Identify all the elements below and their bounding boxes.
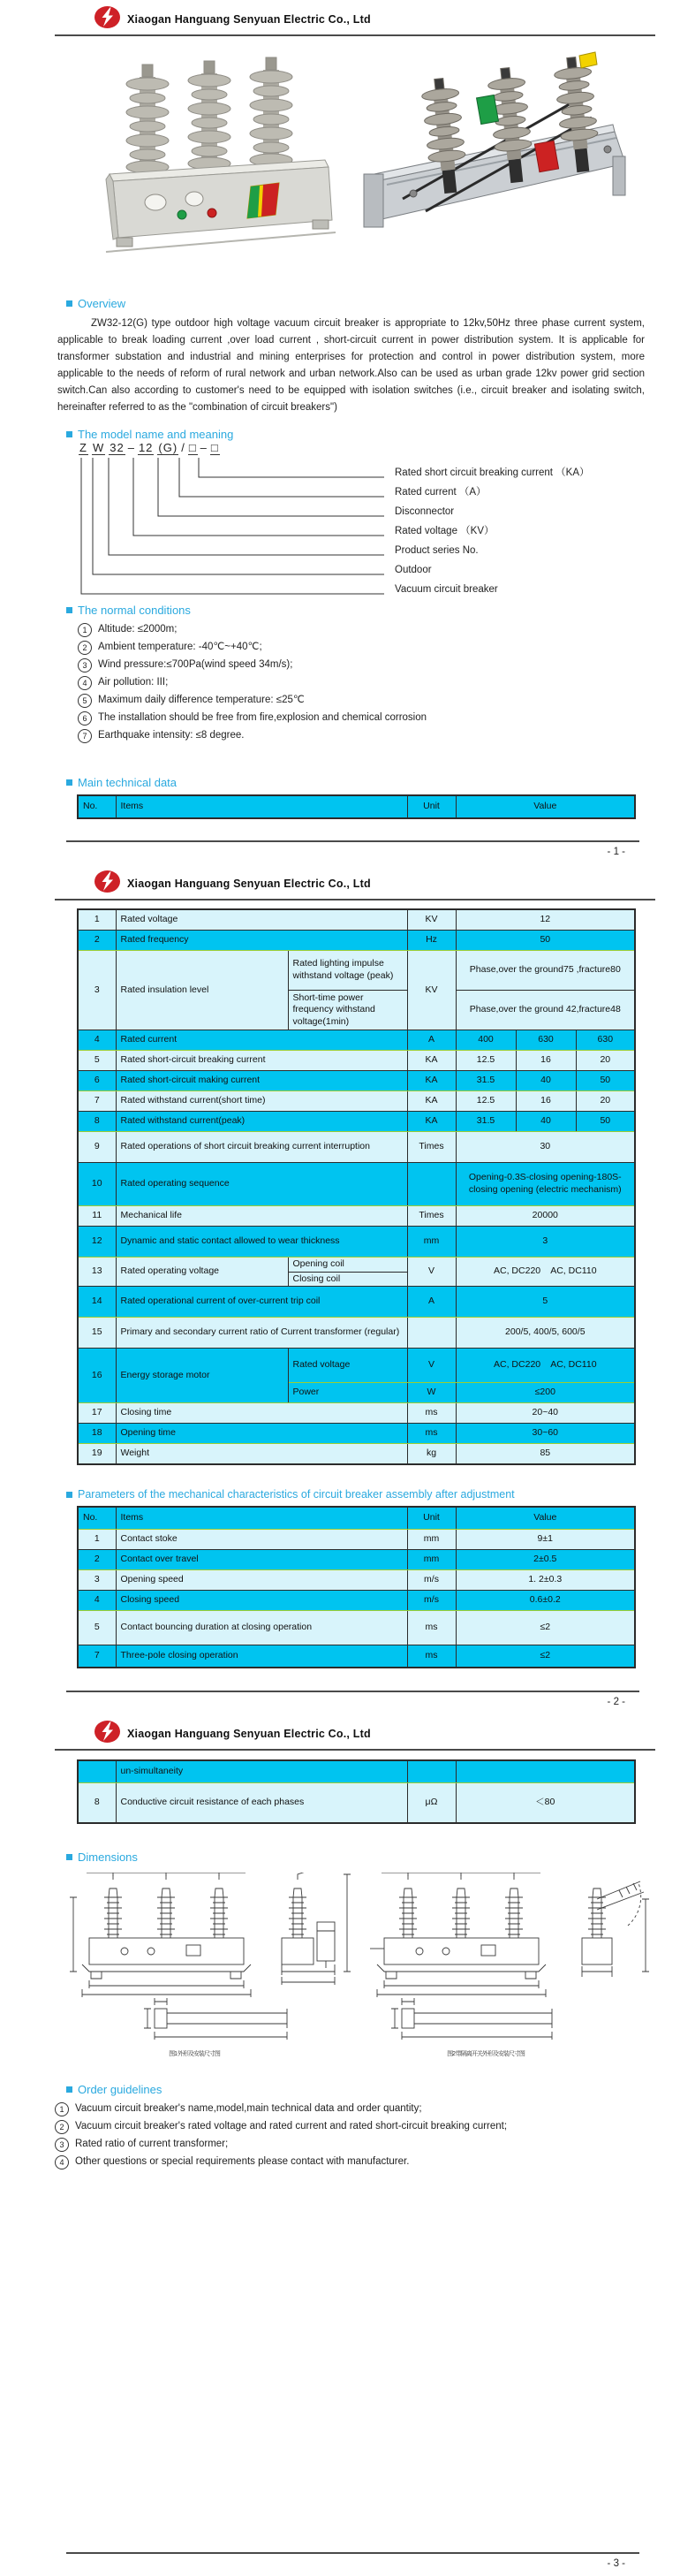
table-row [78,1783,635,1824]
mechanical-parameters-table-continued [77,1759,636,1824]
cell-value: 50 [576,1071,635,1091]
cell-unit: KV [407,951,456,1030]
company-name: Xiaogan Hanguang Senyuan Electric Co., Ltd [127,878,371,890]
table-row [78,1318,635,1349]
model-code [77,441,680,454]
table-row [78,1570,635,1591]
cell-unit: m/s [407,1591,456,1611]
cell-value: 630 [516,1030,576,1051]
page-number: - 1 - [607,847,625,857]
cell-value: 630 [576,1030,635,1051]
page-header [0,0,680,36]
cell-subitem: Rated voltage [288,1349,407,1383]
circled-number: 3 [55,2138,69,2152]
section-title-text: Parameters of the mechanical characteristics of circuit breaker assembly after adjustment [78,1488,515,1501]
cell-value: 400 [456,1030,516,1051]
channel-detail-2 [391,1998,552,2040]
model-diagram-lines [77,458,386,597]
page-footer [0,840,680,857]
cell-no: 19 [78,1444,116,1465]
cell-value: ≤200 [456,1383,635,1403]
model-code-part: 32 [110,441,125,454]
circled-number: 4 [78,676,92,690]
model-code-part: W [92,441,105,454]
section-title-model [66,428,680,441]
list-item: 2 Vacuum circuit breaker's rated voltage and rated current and rated short-circuit breaking current; [55,2117,680,2135]
section-title-dimensions [66,1850,680,1864]
table-row [78,1112,635,1132]
cell-unit: W [407,1383,456,1403]
table-row [78,1227,635,1258]
model-code-separator: – [200,441,208,454]
model-label: Rated short circuit breaking current （KA） [395,467,590,478]
section-title-text: Overview [78,297,126,310]
cell-item: Rated operations of short circuit breaking current interruption [116,1132,407,1163]
section-title-text: Dimensions [78,1850,138,1864]
cell-unit: A [407,1030,456,1051]
cell-item: Closing time [116,1403,407,1424]
cell-value: 5 [456,1287,635,1318]
cell-no: 5 [78,1051,116,1071]
cell-subitem: Closing coil [288,1272,407,1287]
cell-no: 4 [78,1030,116,1051]
cell-unit: Times [407,1206,456,1227]
cell-no: 3 [78,1570,116,1591]
model-code-part: Z [79,441,87,454]
cell-value: 20~40 [456,1403,635,1424]
table-header-row [78,795,635,818]
list-item: 3 Wind pressure:≤700Pa(wind speed 34m/s); [78,656,680,673]
page-header [0,1714,680,1751]
cell-value: 31.5 [456,1071,516,1091]
circled-number: 6 [78,711,92,726]
figure2-front-view [370,1873,649,1997]
cell-no: 1 [78,1530,116,1550]
table-row [78,1051,635,1071]
cell-no: 8 [78,1112,116,1132]
table-header-row [78,1507,635,1530]
model-diagram [77,441,680,598]
cell-no: 2 [78,1550,116,1570]
cell-value: 0.6±0.2 [456,1591,635,1611]
cell-value: 20000 [456,1206,635,1227]
table-row [78,909,635,931]
cell-value: 12.5 [456,1051,516,1071]
section-title-text: The model name and meaning [78,428,234,441]
model-code-part: □ [210,441,219,454]
list-item: 3 Rated ratio of current transformer; [55,2135,680,2153]
cell-item: Contact bouncing duration at closing operation [116,1611,407,1645]
cell-value: 16 [516,1091,576,1112]
cell-item: Rated insulation level [116,951,288,1030]
cell-subitem: Power [288,1383,407,1403]
cell-no: 6 [78,1071,116,1091]
cell-no: 2 [78,931,116,951]
cell-value: 200/5, 400/5, 600/5 [456,1318,635,1349]
cell-unit: kg [407,1444,456,1465]
cell-item: Closing speed [116,1591,407,1611]
table-row [78,1132,635,1163]
model-code-part: □ [188,441,197,454]
table-row [78,1550,635,1570]
list-item: 7 Earthquake intensity: ≤8 degree. [78,726,680,744]
cell-subitem: Short-time power frequency withstand voltage(1min) [288,991,407,1030]
cell-no: 16 [78,1349,116,1403]
list-item: 2 Ambient temperature: -40℃~+40℃; [78,638,680,656]
cell-unit: ms [407,1645,456,1668]
cell-no: 7 [78,1645,116,1668]
main-technical-table-header [77,794,636,819]
cell-value: 30 [456,1132,635,1163]
footer-rule [66,840,639,842]
section-title-overview [66,297,680,310]
circled-number: 5 [78,694,92,708]
section-title-mechanical [66,1488,680,1501]
conditions-list [78,620,680,744]
cell-item: Primary and secondary current ratio of Current transformer (regular) [116,1318,407,1349]
header-rule [55,34,655,36]
company-logo-icon [94,870,121,898]
cell-value: 40 [516,1112,576,1132]
cell-unit: mm [407,1550,456,1570]
model-labels [395,463,590,599]
section-bullet-icon [66,2086,72,2093]
cell-no: 11 [78,1206,116,1227]
cell-no: 4 [78,1591,116,1611]
cell-item: Weight [116,1444,407,1465]
model-code-part: (G) [158,441,178,454]
main-technical-table [77,908,636,1465]
cell-value: 3 [456,1227,635,1258]
page-footer [0,2552,680,2569]
table-row [78,1287,635,1318]
cell-unit: KA [407,1091,456,1112]
circled-number: 7 [78,729,92,743]
cell-item: Rated operational current of over-current trip coil [116,1287,407,1318]
cell-value: 30~60 [456,1424,635,1444]
header-rule [55,899,655,900]
circled-number: 1 [55,2102,69,2116]
table-row [78,1591,635,1611]
company-logo-icon [94,5,121,34]
cell-item: Rated frequency [116,931,407,951]
page-number: - 2 - [607,1697,625,1707]
table-row [78,1403,635,1424]
page-2 [0,864,680,1714]
col-header-value: Value [456,1507,635,1530]
cell-unit: mm [407,1530,456,1550]
list-item: 4 Other questions or special requirements please contact with manufacturer. [55,2153,680,2170]
section-title-text: Main technical data [78,776,178,789]
mechanical-parameters-table [77,1506,636,1668]
cell-value: AC, DC220 AC, DC110 [456,1349,635,1383]
cell-no: 17 [78,1403,116,1424]
cell-item: Opening speed [116,1570,407,1591]
cell-no: 14 [78,1287,116,1318]
cell-unit: ms [407,1611,456,1645]
cell-item: Rated short-circuit breaking current [116,1051,407,1071]
cell-item: Energy storage motor [116,1349,288,1403]
table-row [78,1444,635,1465]
order-guidelines-list [55,2100,680,2170]
cell-value: 31.5 [456,1112,516,1132]
model-code-separator: – [127,441,135,454]
table-row [78,1349,635,1383]
model-code-separator: / [181,441,185,454]
cell-unit: KA [407,1112,456,1132]
cell-value: 1. 2±0.3 [456,1570,635,1591]
cell-value: ≤2 [456,1645,635,1668]
cell-value: Opening-0.3S-closing opening-180S-closing opening (electric mechanism) [456,1163,635,1206]
cell-unit [407,1318,456,1349]
section-title-text: Order guidelines [78,2083,162,2096]
figure1-front-view [70,1873,351,1997]
cell-item: un-simultaneity [116,1760,407,1783]
cell-no: 5 [78,1611,116,1645]
col-header-unit: Unit [407,1507,456,1530]
page-header [0,864,680,900]
col-header-value: Value [456,795,635,818]
cell-no: 9 [78,1132,116,1163]
table-row [78,1071,635,1091]
cell-item: Rated withstand current(peak) [116,1112,407,1132]
cell-value: ≤2 [456,1611,635,1645]
table-row [78,1424,635,1444]
cell-value: 9±1 [456,1530,635,1550]
model-label: Vacuum circuit breaker [395,584,498,595]
list-item: 1 Vacuum circuit breaker's name,model,main technical data and order quantity; [55,2100,680,2117]
cell-unit: Times [407,1132,456,1163]
cell-no: 18 [78,1424,116,1444]
table-row [78,1530,635,1550]
section-bullet-icon [66,300,72,307]
table-row [78,1645,635,1668]
table-row [78,1163,635,1206]
col-header-no: No. [78,795,116,818]
cell-item: Rated withstand current(short time) [116,1091,407,1112]
table-row [78,1091,635,1112]
cell-unit: KA [407,1051,456,1071]
table-row [78,1611,635,1645]
product-photo-right [351,50,636,277]
list-item: 1 Altitude: ≤2000m; [78,620,680,638]
model-label: Rated voltage （KV） [395,526,495,536]
cell-item: Dynamic and static contact allowed to wear thickness [116,1227,407,1258]
model-label: Disconnector [395,506,455,517]
cell-no: 10 [78,1163,116,1206]
footer-rule [66,1691,639,1692]
table-row [78,1030,635,1051]
page-3 [0,1714,680,2576]
cell-no: 1 [78,909,116,931]
cell-value: Phase,over the ground 42,fracture48 [456,991,635,1030]
model-label: Rated current （A） [395,487,487,498]
list-item: 4 Air pollution: III; [78,673,680,691]
dimension-drawings [49,1873,649,2049]
cell-subitem: Opening coil [288,1258,407,1273]
cell-no: 12 [78,1227,116,1258]
cell-no: 7 [78,1091,116,1112]
cell-value: AC, DC220 AC, DC110 [456,1258,635,1287]
col-header-items: Items [116,1507,407,1530]
cell-value: Phase,over the ground75 ,fracture80 [456,951,635,991]
table-row [78,1206,635,1227]
cell-unit [407,1163,456,1206]
cell-unit: mm [407,1227,456,1258]
section-title-text: The normal conditions [78,604,191,617]
product-photos [64,50,680,277]
page-1 [0,0,680,864]
company-name: Xiaogan Hanguang Senyuan Electric Co., Ltd [127,13,371,26]
cell-item: Contact stoke [116,1530,407,1550]
circled-number: 3 [78,658,92,672]
section-bullet-icon [66,431,72,437]
circuit-breaker-frame-photo-illustration [351,50,636,273]
company-logo-icon [94,1720,121,1748]
cell-value: 12.5 [456,1091,516,1112]
footer-rule [66,2552,639,2554]
circled-number: 4 [55,2155,69,2169]
header-rule [55,1749,655,1751]
cell-unit: V [407,1349,456,1383]
cell-value: 20 [576,1051,635,1071]
figure1-caption: 图1 外形及安装尺寸图 [169,2051,220,2057]
cell-unit: Hz [407,931,456,951]
cell-item: Rated current [116,1030,407,1051]
cell-no: 8 [78,1783,116,1824]
cell-item: Contact over travel [116,1550,407,1570]
cell-unit [407,1760,456,1783]
cell-unit: ms [407,1424,456,1444]
cell-item: Conductive circuit resistance of each phases [116,1783,407,1824]
cell-item: Opening time [116,1424,407,1444]
cell-item: Rated operating sequence [116,1163,407,1206]
company-name: Xiaogan Hanguang Senyuan Electric Co., Ltd [127,1728,371,1740]
col-header-unit: Unit [407,795,456,818]
cell-value: 20 [576,1091,635,1112]
cell-unit: V [407,1258,456,1287]
section-bullet-icon [66,607,72,613]
figure2-caption: 图2 带隔离开关外形及安装尺寸图 [447,2051,525,2057]
cell-unit: ms [407,1403,456,1424]
cell-value: ＜80 [456,1783,635,1824]
cell-value: 85 [456,1444,635,1465]
cell-unit: A [407,1287,456,1318]
col-header-items: Items [116,795,407,818]
cell-unit: KA [407,1071,456,1091]
circuit-breaker-photo-illustration [64,50,339,273]
model-label: Product series No. [395,545,479,556]
product-photo-left [64,50,339,277]
circled-number: 2 [78,641,92,655]
model-label: Outdoor [395,565,432,575]
cell-value: 2±0.5 [456,1550,635,1570]
circled-number: 1 [78,623,92,637]
section-bullet-icon [66,779,72,786]
circled-number: 2 [55,2120,69,2134]
model-code-part: 12 [138,441,154,454]
section-title-main-data [66,776,680,789]
dimension-captions [49,2049,680,2058]
cell-value: 50 [456,931,635,951]
channel-detail-1 [144,1998,287,2040]
col-header-no: No. [78,1507,116,1530]
cell-unit: m/s [407,1570,456,1591]
table-row [78,1258,635,1273]
table-row [78,1760,635,1783]
cell-subitem: Rated lighting impulse withstand voltage (peak) [288,951,407,991]
cell-no [78,1760,116,1783]
table-row [78,931,635,951]
table-row [78,951,635,991]
section-title-order [66,2083,680,2096]
list-item: 5 Maximum daily difference temperature: ≤25℃ [78,691,680,709]
cell-no: 13 [78,1258,116,1287]
section-bullet-icon [66,1492,72,1498]
cell-value [456,1760,635,1783]
page-footer [0,1691,680,1707]
cell-unit: KV [407,909,456,931]
cell-value: 12 [456,909,635,931]
cell-item: Rated short-circuit making current [116,1071,407,1091]
cell-item: Mechanical life [116,1206,407,1227]
cell-unit: μΩ [407,1783,456,1824]
cell-item: Rated voltage [116,909,407,931]
cell-item: Three-pole closing operation [116,1645,407,1668]
cell-no: 3 [78,951,116,1030]
section-title-conditions [66,604,680,617]
cell-value: 40 [516,1071,576,1091]
section-bullet-icon [66,1854,72,1860]
overview-paragraph: ZW32-12(G) type outdoor high voltage vacuum circuit breaker is appropriate to 12kv,50Hz three phase current system, applicable to break loading current ,over load current , short-circuit current in power distribution system. It is applicable for transformer substation and industrial and mining enterprises for protection and control in power distribution system, more applicable to the needs of reform of rural network and urban network.Also can be used as urban grade 12kv power grid section switch.Can also according to customer's need to be equipped with isolation switches (i.e., circuit breaker and isolating switch, hereinafter referred to as the "combination of circuit breakers") [57,318,645,413]
list-item: 6 The installation should be free from fire,explosion and chemical corrosion [78,709,680,726]
cell-value: 16 [516,1051,576,1071]
cell-item: Rated operating voltage [116,1258,288,1287]
cell-value: 50 [576,1112,635,1132]
page-number: - 3 - [607,2558,625,2569]
cell-no: 15 [78,1318,116,1349]
